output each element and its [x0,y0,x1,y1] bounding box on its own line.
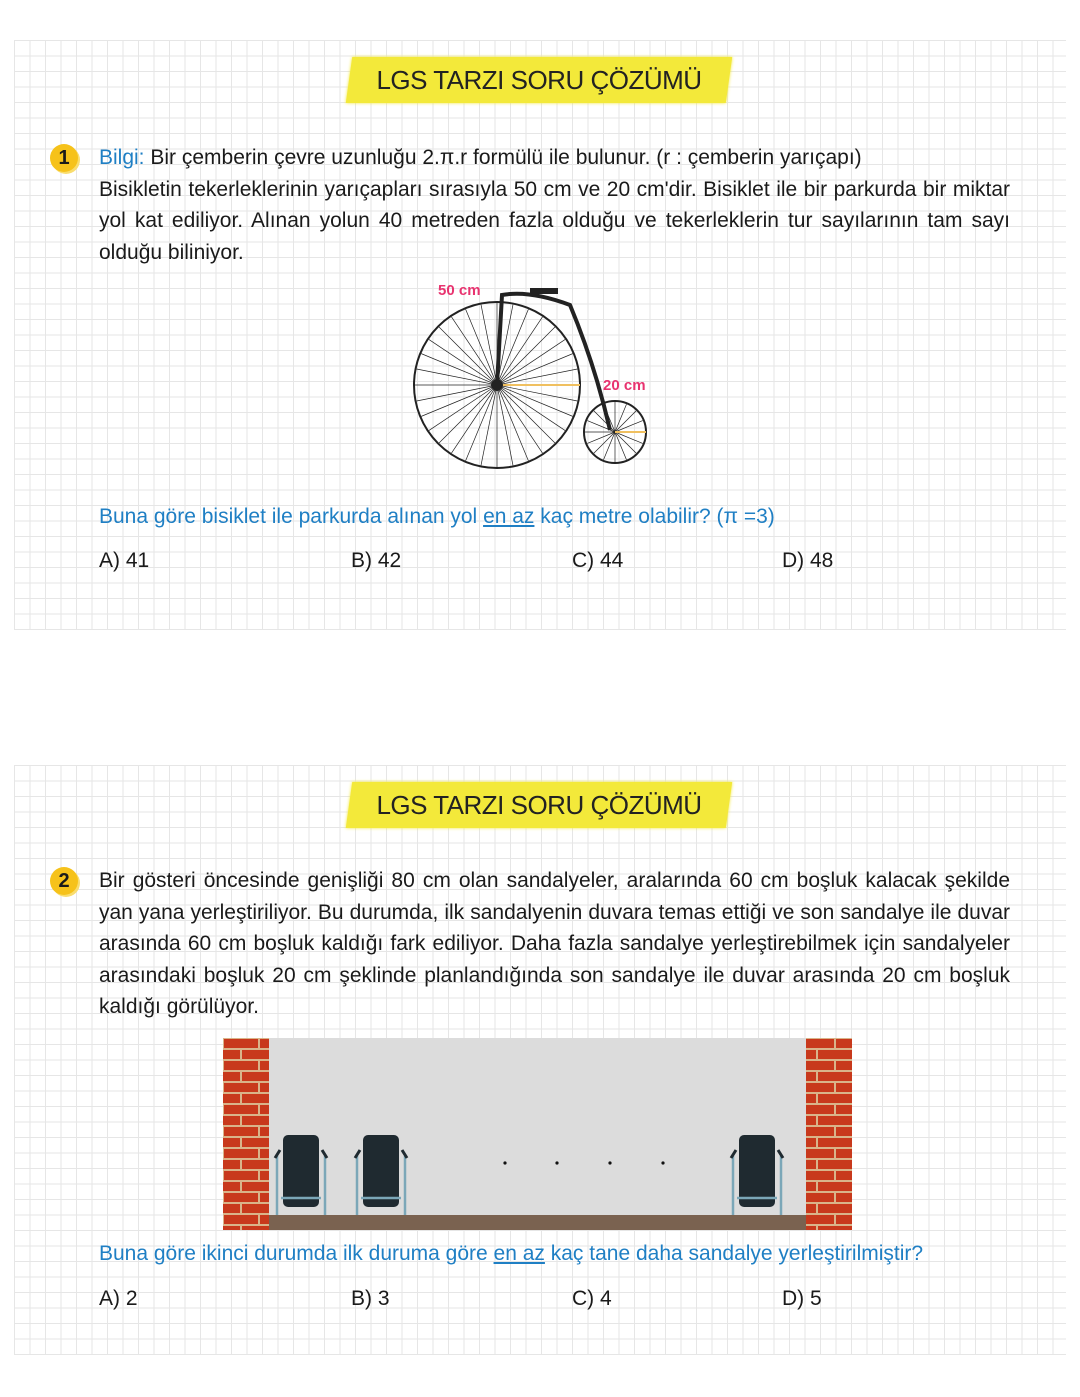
option-b[interactable]: B) 42 [351,549,402,572]
left-wall [223,1038,269,1230]
option-c[interactable]: C) 44 [572,549,624,572]
question-number-badge: 2 [50,867,78,895]
prompt-emphasis: en az [483,505,535,528]
prompt-text: kaç metre olabilir? (π =3) [534,505,775,528]
spoke [497,385,555,443]
prompt-text: Buna göre ikinci durumda ilk duruma göre [99,1242,494,1265]
option-c[interactable]: C) 4 [572,1287,612,1310]
label-50cm: 50 cm [438,282,481,299]
option-b[interactable]: B) 3 [351,1287,390,1310]
spoke [594,432,615,453]
spoke [497,327,555,385]
spoke [615,411,636,432]
question-2-text: Bir gösteri öncesinde genişliği 80 cm olan sandalyeler, aralarında 60 cm boşluk kalacak şekilde yan yana yerleştiriliyor. Bu durumda, ilk sandalyenin duvara temas ettiği ve son sandalye ile duvar arasında 60 cm boşluk kaldığı fark ediliyor. Daha fazla sandalye yerleştirebilmek için sandalyeler arasındaki boşluk 20 cm şeklinde planlandığında son sandalye ile duvar arasında 20 cm boşluk kaldığı görülüyor. [99,869,1010,1018]
info-label: Bilgi: [99,146,145,169]
option-d[interactable]: D) 48 [782,549,834,572]
question-1-panel [14,40,1066,630]
option-a[interactable]: A) 41 [99,549,150,572]
question-body: Bisikletin tekerleklerinin yarıçapları sırasıyla 50 cm ve 20 cm'dir. Bisiklet ile bir parkurda bir miktar yol kat ediliyor. Alınan yolun 40 metreden fazla olduğu ve tekerleklerin tur sayılarının tam sayı olduğu biliniyor. [99,177,1010,264]
label-20cm: 20 cm [603,377,646,394]
prompt-emphasis: en az [493,1242,545,1265]
question-prompt [99,505,775,529]
spoke [439,327,497,385]
banner-title: LGS TARZI SORU ÇÖZÜMÜ [376,790,702,820]
question-number-badge: 1 [50,144,78,172]
option-a[interactable]: A) 2 [99,1287,138,1310]
penny-farthing-illustration [410,275,670,475]
spoke [615,432,636,453]
option-d[interactable]: D) 5 [782,1287,822,1310]
question-prompt [99,1242,923,1266]
question-2-panel [14,765,1066,1355]
prompt-text: kaç tane daha sandalye yerleştirilmiştir? [544,1242,924,1265]
spoke [439,385,497,443]
right-wall [806,1038,852,1230]
question-1-text [99,142,1010,268]
info-text: Bir çemberin çevre uzunluğu 2.π.r formülü ile bulunur. (r : çemberin yarıçapı) [144,146,862,169]
prompt-text: Buna göre bisiklet ile parkurda alınan yol [99,505,484,528]
banner-title: LGS TARZI SORU ÇÖZÜMÜ [376,65,702,95]
chairs-between-walls-illustration [223,1038,852,1230]
